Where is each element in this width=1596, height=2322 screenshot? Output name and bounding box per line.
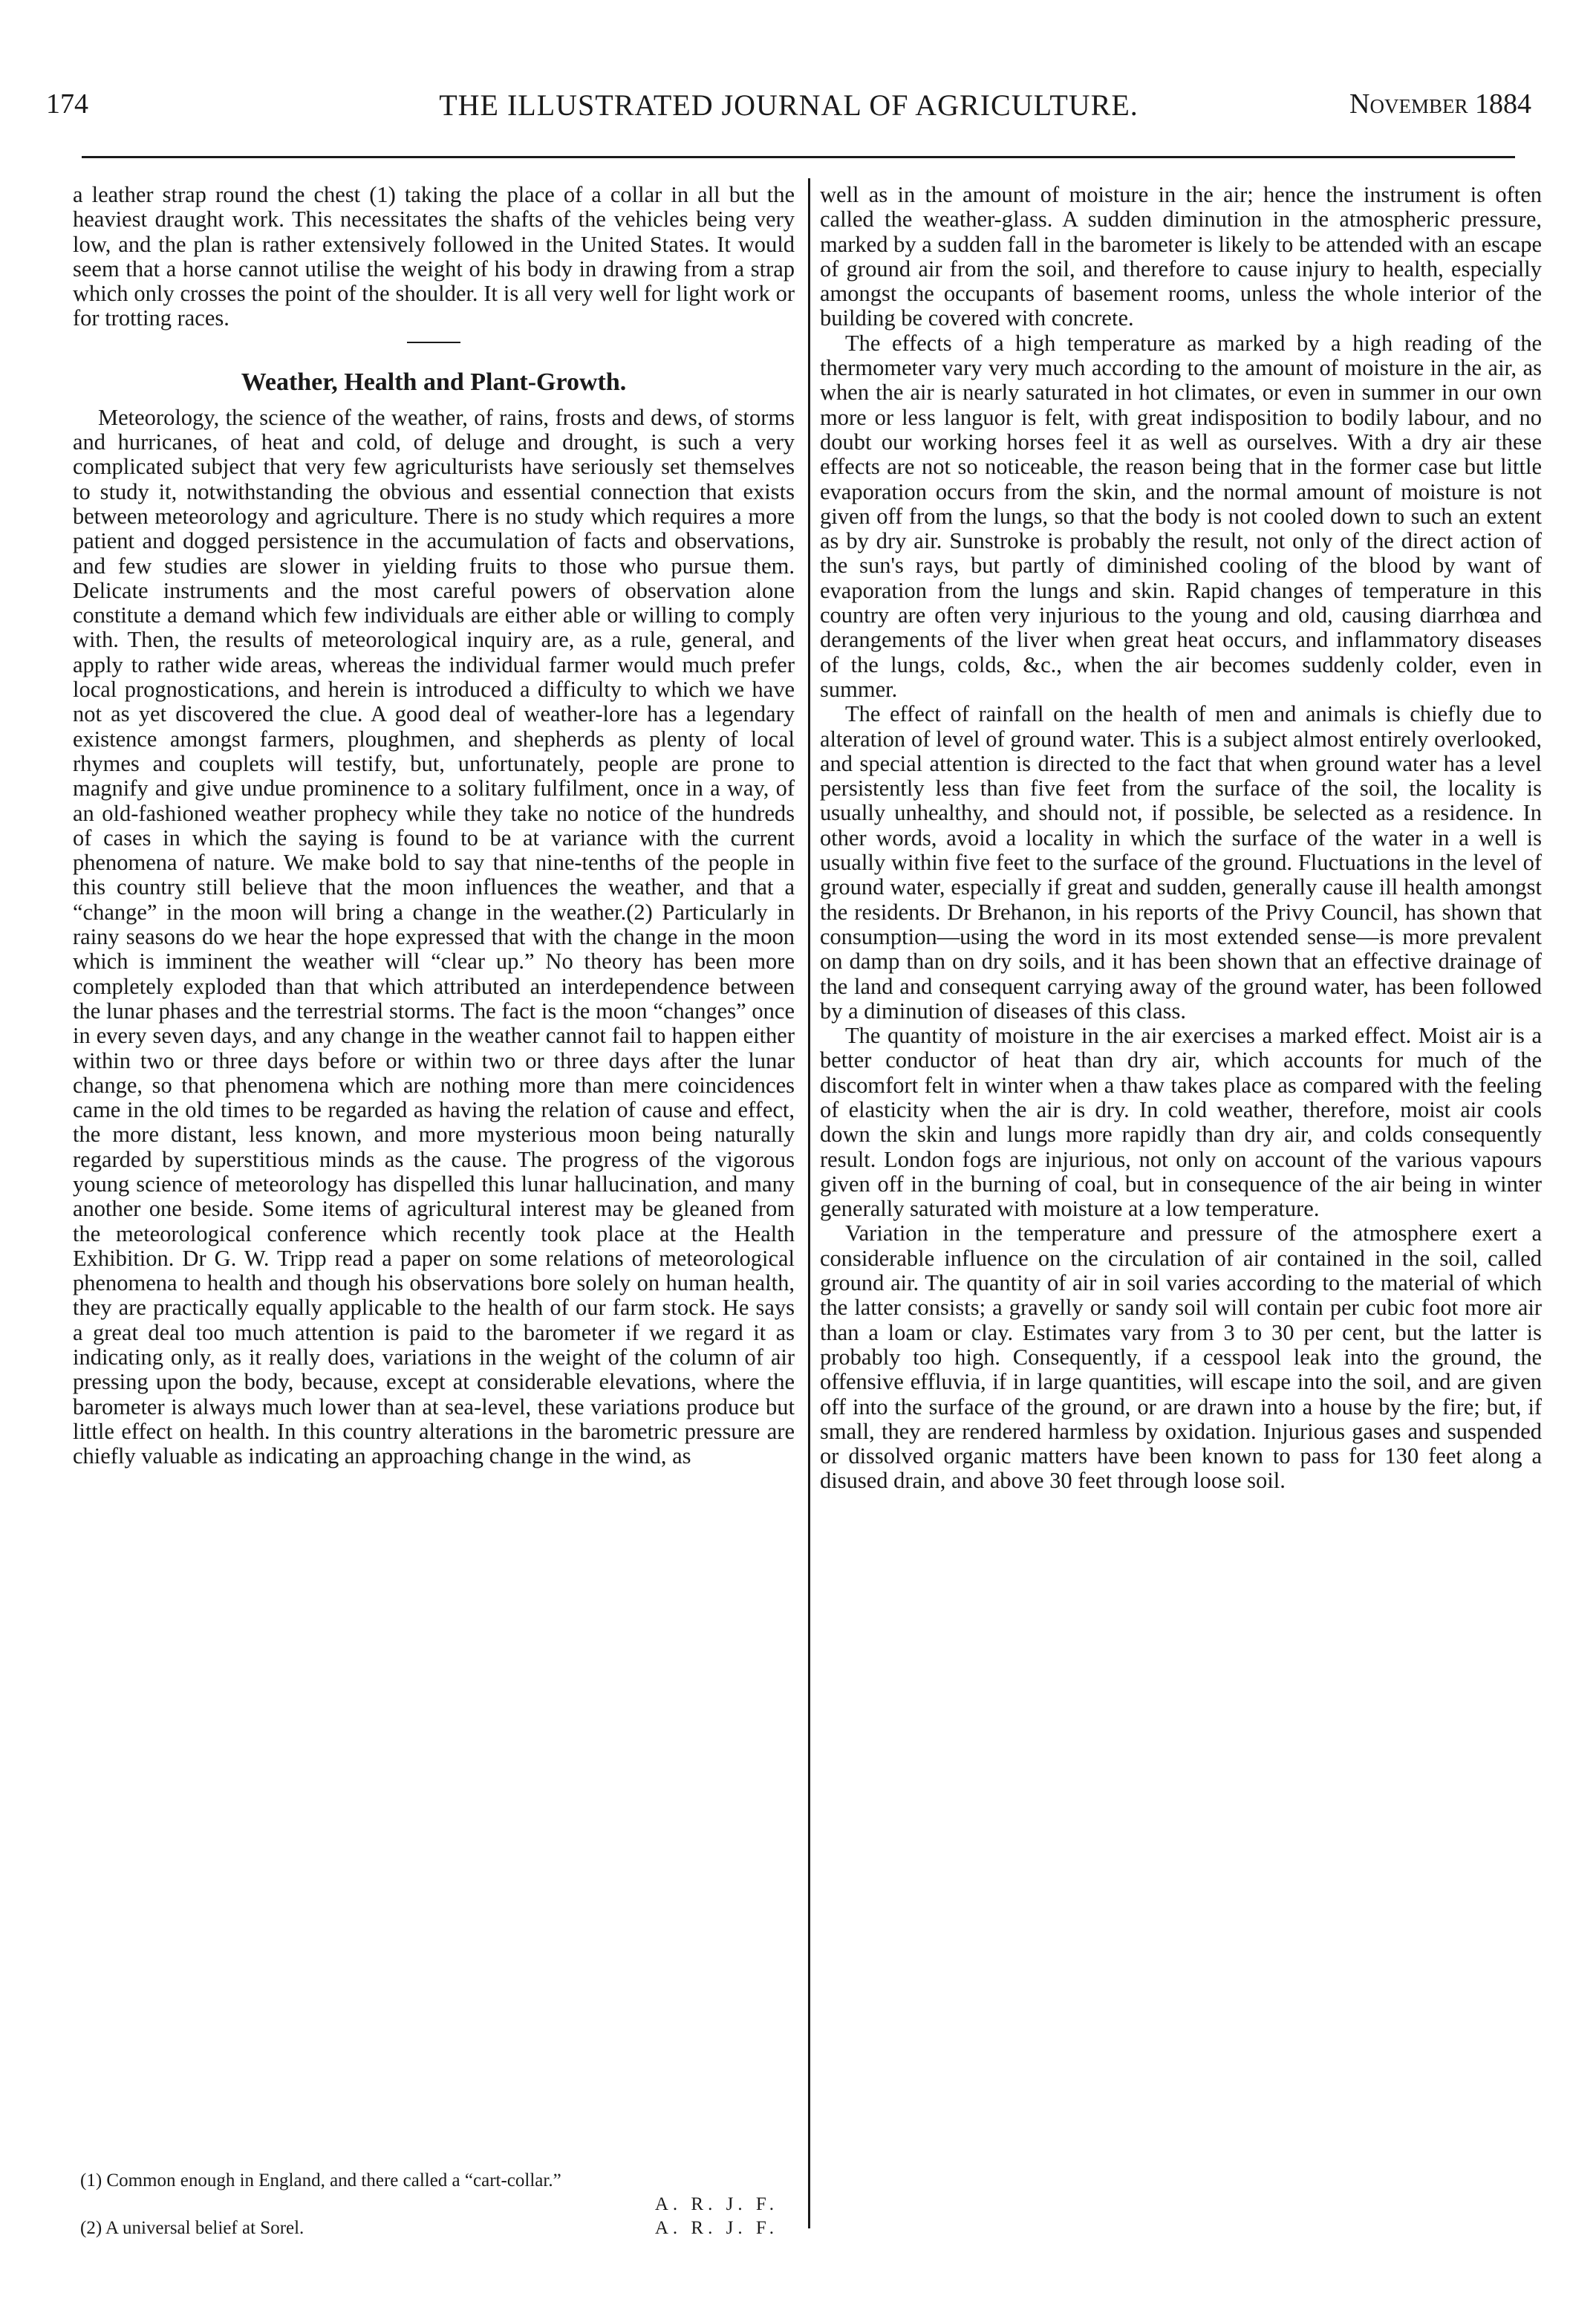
footnote-2 bbox=[80, 2217, 778, 2240]
footnote-1-text: (1) Common enough in England, and there called a “cart-collar.” bbox=[80, 2170, 561, 2191]
right-paragraph-5: Variation in the temperature and pressure of the atmosphere exert a considerable influence on the circulation of air contained in the soil, called ground air. The quantity of air in soil varies according to the material of which the latter consists; a gravelly or sandy soil will contain per cubic foot more air than a loam or clay. Estimates vary from 3 to 30 per cent, but the latter is probably too high. Consequently, if a cesspool leak into the ground, the offensive effluvia, if in large quantities, will escape into the soil, and are given off into the surface of the ground, or are drawn into a house by the fire; but, if small, they are rendered harmless by oxidation. Injurious gases and suspended or dissolved organic matters have been known to pass for 130 feet along a disused drain, and above 30 feet through loose soil. bbox=[820, 1220, 1542, 1494]
footnotes bbox=[80, 2169, 778, 2240]
intro-paragraph: a leather strap round the chest (1) taking the place of a collar in all but the heaviest draught work. This necessitates the shafts of the vehicles being very low, and the plan is rather extensively followed in the United States. It would seem that a horse cannot utilise the weight of his body in drawing from a strap which only crosses the point of the shoulder. It is all very well for light work or for trotting races. bbox=[73, 182, 795, 331]
header-rule bbox=[82, 156, 1515, 158]
article-body-paragraph: Meteorology, the science of the weather, of rains, frosts and dews, of storms and hurricanes, of heat and cold, of deluge and drought, is such a very complicated subject that very few agriculturists have seriously set themselves to study it, notwithstanding the obvious and essential connection that exists between meteorology and agriculture. There is no study which requires a more patient and dogged persistence in the accumulation of facts and observations, and few studies are slower in yielding fruits to those who pursue them. Delicate instruments and the most careful powers of observation alone constitute a demand which few individuals are either able or willing to comply with. Then, the results of meteorological inquiry are, as a rule, general, and apply to rather wide areas, whereas the individual farmer would much prefer local prognostications, and herein is introduced a difficulty to which we have not as yet discovered the clue. A good deal of weather-lore has a legendary existence amongst farmers, ploughmen, and shepherds as plenty of local rhymes and couplets will testify, but, unfortunately, people are prone to magnify and give undue prominence to a solitary fulfilment, once in a way, of an old-fashioned weather prophecy while they take no notice of the hundreds of cases in which the saying is found to be at variance with the current phenomena of nature. We make bold to say that nine-tenths of the people in this country still believe that the moon influences the weather, and that a “change” in the moon will bring a change in the weather.(2) Particularly in rainy seasons do we hear the hope expressed that with the change in the moon which is imminent the weather will “clear up.” No theory has been more completely exploded than that which attributed an interdependence between the lunar phases and the terrestrial storms. The fact is the moon “changes” once in every seven days, and any change in the weather cannot fail to happen either within two or three days before or within two or three days after the lunar change, so that phenomena which are nothing more than mere coincidences came in the old times to be regarded as having the relation of cause and effect, the more distant, less known, and more mysterious moon being naturally regarded by superstitious minds as the cause. The progress of the vigorous young science of meteorology has dispelled this lunar hallucination, and many another one beside. Some items of agricultural interest may be gleaned from the meteorological conference which recently took place at the Health Exhibition. Dr G. W. Tripp read a paper on some relations of meteorological phenomena to health and though his observations bore solely on human health, they are practically equally applicable to the health of our farm stock. He says a great deal too much attention is paid to the barometer if we regard it as indicating only, as it really does, variations in the weight of the column of air pressing upon the body, because, except at considerable elevations, where the barometer is always much lower than at sea-level, these variations produce but little effect on health. In this country alterations in the barometric pressure are chiefly valuable as indicating an approaching change in the wind, as bbox=[73, 404, 795, 1469]
left-column bbox=[73, 183, 795, 1469]
article-title: Weather, Health and Plant-Growth. bbox=[241, 368, 627, 396]
right-column bbox=[820, 183, 1542, 1494]
right-paragraph-1: well as in the amount of moisture in the air; hence the instrument is often called the weather-glass. A sudden diminution in the atmospheric pressure, marked by a sudden fall in the barometer is likely to be attended with an escape of ground air from the soil, and therefore to cause injury to health, especially amongst the occupants of basement rooms, unless the whole interior of the building be covered with concrete. bbox=[820, 182, 1542, 331]
section-separator bbox=[407, 342, 460, 343]
right-paragraph-2: The effects of a high temperature as marked by a high reading of the thermometer vary very much according to the amount of moisture in the air, as when the air is nearly saturated in hot climates, or even in summer in our own more or less languor is felt, with great indisposition to bodily labour, and no doubt our working horses feel it as well as ourselves. With a dry air these effects are not so noticeable, the reason being that in the former case but little evaporation occurs from the skin, and the normal amount of moisture is not given off from the lungs, so that the body is not cooled down to such an extent as by dry air. Sunstroke is probably the result, not only of the direct action of the sun's rays, but partly of diminished cooling of the blood by want of evaporation from the lungs and skin. Rapid changes of temperature in this country are often very injurious to the young and old, causing diarrhœa and derangements of the liver when great heat occurs, and inflammatory diseases of the lungs, colds, &c., when the air becomes suddenly colder, even in summer. bbox=[820, 330, 1542, 702]
footnote-2-signature: A. R. J. F. bbox=[654, 2218, 778, 2238]
page-header bbox=[46, 88, 1531, 132]
column-divider bbox=[808, 178, 810, 2228]
right-paragraph-4: The quantity of moisture in the air exercises a marked effect. Moist air is a better conductor of heat than dry air, which accounts for much of the discomfort felt in winter when a thaw takes place as compared with the feeling of elasticity when the air is dry. In cold weather, therefore, moist air cools down the skin and lungs more rapidly than dry air, and colds consequently result. London fogs are injurious, not only on account of the various vapours given off in the burning of coal, but in consequence of the air being in winter generally saturated with moisture at a low temperature. bbox=[820, 1023, 1542, 1222]
footnote-1 bbox=[80, 2169, 778, 2193]
footnote-1-signature: A. R. J. F. bbox=[654, 2194, 778, 2214]
issue-date: November 1884 bbox=[1349, 88, 1531, 120]
footnote-2-text: (2) A universal belief at Sorel. bbox=[80, 2218, 304, 2238]
right-paragraph-3: The effect of rainfall on the health of men and animals is chiefly due to alteration of level of ground water. This is a subject almost entirely overlooked, and special attention is directed to the fact that when ground water has a level persistently less than five feet from the surface of the soil, the locality is usually unhealthy, and should not, if possible, be selected as a residence. In other words, avoid a locality in which the surface of the water in a well is usually within five feet to the surface of the ground. Fluctuations in the level of ground water, especially if great and sudden, generally cause ill health amongst the residents. Dr Brehanon, in his reports of the Privy Council, has shown that consumption—using the word in its most extended sense—is more prevalent on damp than on dry soils, and it has been shown that an effective drainage of the land and consequent carrying away of the ground water, has been followed by a diminution of diseases of this class. bbox=[820, 701, 1542, 1024]
journal-title: THE ILLUSTRATED JOURNAL OF AGRICULTURE. bbox=[439, 88, 1139, 122]
page-number: 174 bbox=[46, 88, 88, 120]
